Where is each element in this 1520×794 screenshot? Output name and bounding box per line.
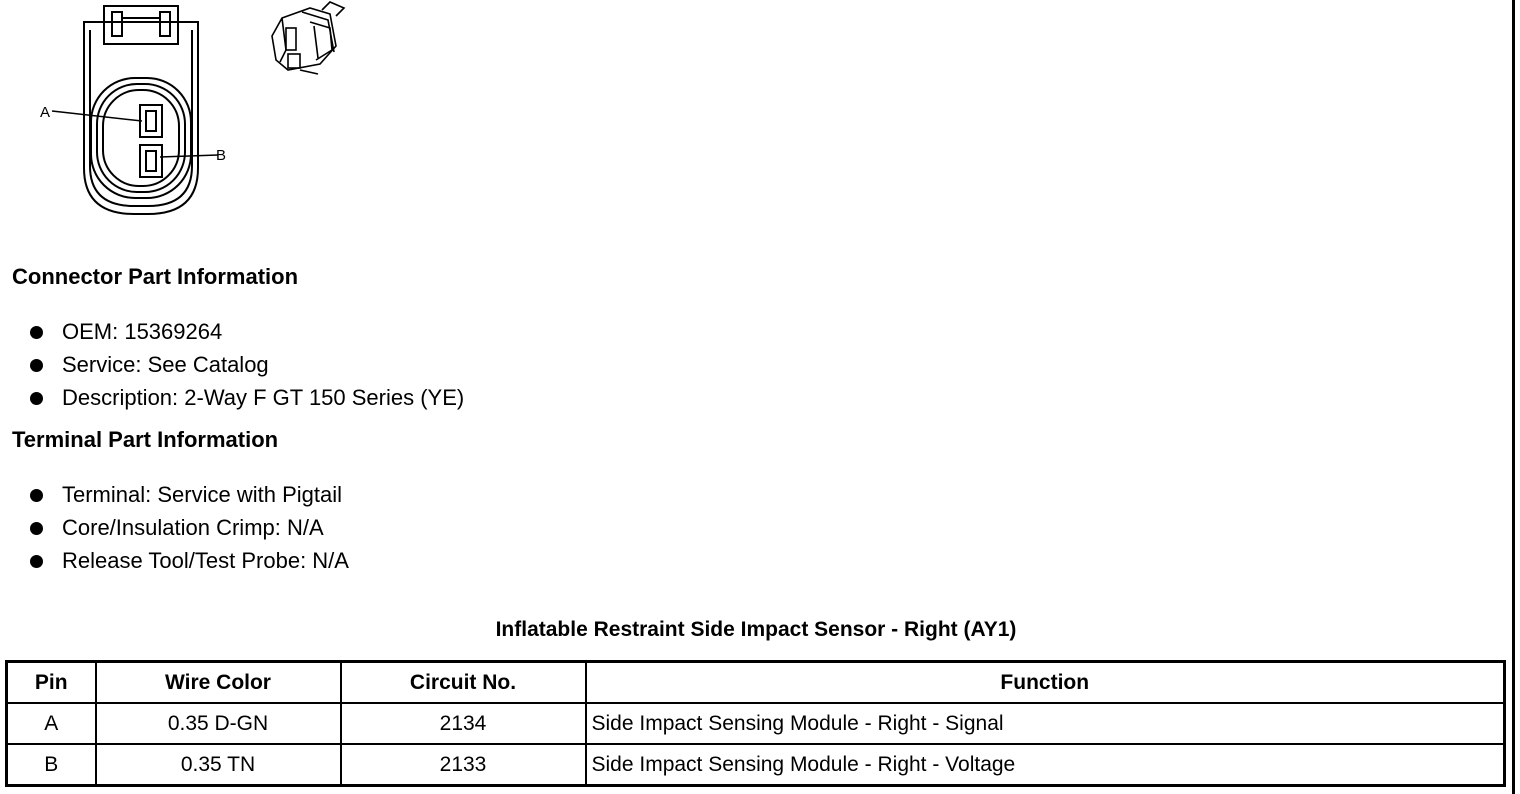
bullet-icon [30,392,43,405]
cell-pin: A [7,703,96,744]
terminal-part-list [28,482,349,581]
cell-function: Side Impact Sensing Module - Right - Signal [586,703,1505,744]
list-item [28,319,464,352]
pin-b-label: B [216,147,227,164]
cell-circuit-no: 2134 [341,703,586,744]
list-item [28,385,464,418]
header-function: Function [586,662,1505,704]
connector-oem: OEM: 15369264 [62,319,223,344]
pin-a-label: A [40,104,51,121]
connector-part-list [28,319,464,418]
bullet-icon [30,489,43,502]
cell-wire-color: 0.35 TN [96,744,341,786]
terminal-release-tool: Release Tool/Test Probe: N/A [62,548,349,573]
header-pin: Pin [7,662,96,704]
connector-isometric-view [272,2,344,74]
connector-part-heading: Connector Part Information [12,264,299,289]
cell-circuit-no: 2133 [341,744,586,786]
header-circuit-no: Circuit No. [341,662,586,704]
bullet-icon [30,359,43,372]
bullet-icon [30,555,43,568]
cell-wire-color: 0.35 D-GN [96,703,341,744]
pinout-table [5,660,1506,787]
list-item [28,515,349,548]
cell-pin: B [7,744,96,786]
header-wire-color: Wire Color [96,662,341,704]
connector-description: Description: 2-Way F GT 150 Series (YE) [62,385,465,410]
connector-service: Service: See Catalog [62,352,269,377]
pinout-table-title: Inflatable Restraint Side Impact Sensor - Right (AY1) [495,618,1017,641]
list-item [28,482,349,515]
bullet-icon [30,522,43,535]
page-border-right [1512,0,1515,794]
cell-function: Side Impact Sensing Module - Right - Voltage [586,744,1505,786]
table-row [7,703,1505,744]
table-row [7,744,1505,786]
connector-diagram [30,0,370,225]
terminal-part-heading: Terminal Part Information [12,427,279,452]
list-item [28,548,349,581]
terminal-crimp: Core/Insulation Crimp: N/A [62,515,324,540]
terminal-type: Terminal: Service with Pigtail [62,482,342,507]
connector-face-view [52,6,218,214]
bullet-icon [30,326,43,339]
table-header-row [7,662,1505,704]
list-item [28,352,464,385]
